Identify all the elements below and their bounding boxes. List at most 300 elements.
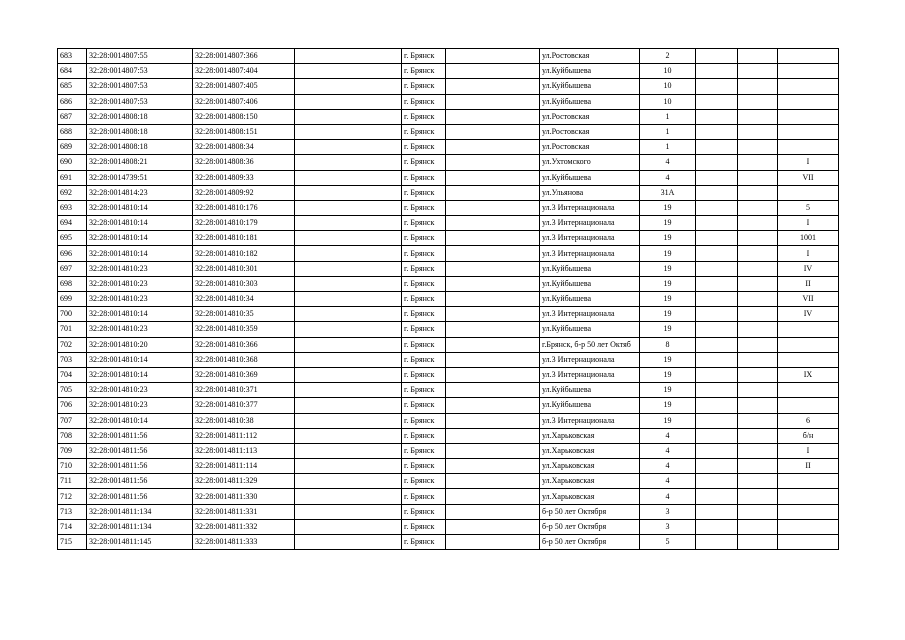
cell-empty-col-1 [295, 428, 402, 443]
cell-empty-col-2 [446, 140, 540, 155]
cell-premise-number [778, 489, 839, 504]
cell-city: г. Брянск [402, 155, 446, 170]
cell-parcel-number: 32:28:0014811:145 [87, 535, 193, 550]
cell-empty-col-2 [446, 459, 540, 474]
cell-row-number: 700 [58, 307, 87, 322]
cell-row-number: 698 [58, 276, 87, 291]
cell-premise-number: 5 [778, 200, 839, 215]
cell-parcel-number: 32:28:0014810:23 [87, 292, 193, 307]
cell-city: г. Брянск [402, 459, 446, 474]
cell-address: ул.Ростовская [540, 124, 640, 139]
table-row [58, 49, 839, 64]
table-row [58, 459, 839, 474]
cell-city: г. Брянск [402, 352, 446, 367]
cell-empty-col-3 [696, 535, 738, 550]
cell-address: ул.Харьковская [540, 443, 640, 458]
cell-house-number: 4 [640, 155, 696, 170]
cell-empty-col-2 [446, 535, 540, 550]
cell-empty-col-2 [446, 322, 540, 337]
cell-empty-col-3 [696, 383, 738, 398]
cell-empty-col-2 [446, 216, 540, 231]
table-row [58, 109, 839, 124]
cell-parcel-number: 32:28:0014810:14 [87, 413, 193, 428]
table-row [58, 413, 839, 428]
cell-house-number: 2 [640, 49, 696, 64]
table-row [58, 64, 839, 79]
cell-empty-col-1 [295, 276, 402, 291]
cell-object-number: 32:28:0014808:34 [193, 140, 295, 155]
cell-row-number: 690 [58, 155, 87, 170]
cell-empty-col-1 [295, 261, 402, 276]
cell-object-number: 32:28:0014807:404 [193, 64, 295, 79]
cell-row-number: 689 [58, 140, 87, 155]
cell-empty-col-1 [295, 535, 402, 550]
table-body [58, 49, 839, 550]
cell-object-number: 32:28:0014810:368 [193, 352, 295, 367]
cell-empty-col-4 [738, 64, 778, 79]
cell-house-number: 19 [640, 413, 696, 428]
table-row [58, 155, 839, 170]
cell-empty-col-1 [295, 216, 402, 231]
cell-empty-col-3 [696, 337, 738, 352]
cell-premise-number [778, 79, 839, 94]
cell-object-number: 32:28:0014811:333 [193, 535, 295, 550]
cell-empty-col-3 [696, 79, 738, 94]
cell-premise-number [778, 94, 839, 109]
cell-parcel-number: 32:28:0014810:23 [87, 322, 193, 337]
cell-address: ул.3 Интернационала [540, 231, 640, 246]
cell-premise-number: VII [778, 170, 839, 185]
cell-object-number: 32:28:0014807:366 [193, 49, 295, 64]
cell-city: г. Брянск [402, 443, 446, 458]
cell-premise-number: б/н [778, 428, 839, 443]
cell-object-number: 32:28:0014808:150 [193, 109, 295, 124]
cell-parcel-number: 32:28:0014808:21 [87, 155, 193, 170]
cell-house-number: 19 [640, 398, 696, 413]
cell-city: г. Брянск [402, 64, 446, 79]
cell-row-number: 687 [58, 109, 87, 124]
cell-premise-number: IX [778, 367, 839, 382]
cell-address: ул.3 Интернационала [540, 216, 640, 231]
cell-empty-col-1 [295, 49, 402, 64]
cell-house-number: 1 [640, 140, 696, 155]
cell-row-number: 709 [58, 443, 87, 458]
cell-city: г. Брянск [402, 322, 446, 337]
cell-city: г. Брянск [402, 246, 446, 261]
table-row [58, 337, 839, 352]
cell-object-number: 32:28:0014811:329 [193, 474, 295, 489]
cell-row-number: 707 [58, 413, 87, 428]
table-row [58, 216, 839, 231]
cell-house-number: 19 [640, 216, 696, 231]
cell-house-number: 19 [640, 292, 696, 307]
cell-row-number: 706 [58, 398, 87, 413]
cell-empty-col-4 [738, 216, 778, 231]
cell-empty-col-2 [446, 413, 540, 428]
cell-house-number: 4 [640, 428, 696, 443]
cell-empty-col-2 [446, 231, 540, 246]
cell-parcel-number: 32:28:0014810:23 [87, 276, 193, 291]
cell-empty-col-2 [446, 474, 540, 489]
cell-address: ул.Куйбышева [540, 383, 640, 398]
cell-empty-col-3 [696, 94, 738, 109]
cell-parcel-number: 32:28:0014810:23 [87, 261, 193, 276]
cell-address: ул.3 Интернационала [540, 367, 640, 382]
cell-empty-col-4 [738, 428, 778, 443]
cell-empty-col-4 [738, 200, 778, 215]
cell-empty-col-2 [446, 443, 540, 458]
cell-empty-col-1 [295, 109, 402, 124]
cell-premise-number [778, 519, 839, 534]
cell-address: б-р 50 лет Октября [540, 535, 640, 550]
cell-address: ул.Ростовская [540, 49, 640, 64]
table-row [58, 94, 839, 109]
cell-city: г. Брянск [402, 367, 446, 382]
cell-object-number: 32:28:0014807:405 [193, 79, 295, 94]
cell-empty-col-4 [738, 185, 778, 200]
table-row [58, 504, 839, 519]
cell-object-number: 32:28:0014810:34 [193, 292, 295, 307]
cell-address: ул.Ростовская [540, 109, 640, 124]
cell-empty-col-3 [696, 64, 738, 79]
cell-city: г. Брянск [402, 185, 446, 200]
cell-city: г. Брянск [402, 413, 446, 428]
cell-premise-number: II [778, 459, 839, 474]
cell-empty-col-4 [738, 79, 778, 94]
cell-row-number: 704 [58, 367, 87, 382]
cell-empty-col-1 [295, 79, 402, 94]
cell-parcel-number: 32:28:0014810:14 [87, 352, 193, 367]
cell-city: г. Брянск [402, 79, 446, 94]
cell-empty-col-3 [696, 519, 738, 534]
cell-row-number: 714 [58, 519, 87, 534]
cell-address: ул.Харьковская [540, 489, 640, 504]
cell-premise-number: I [778, 246, 839, 261]
document-page [57, 48, 839, 550]
cell-address: ул.Куйбышева [540, 292, 640, 307]
cell-object-number: 32:28:0014810:176 [193, 200, 295, 215]
cell-city: г. Брянск [402, 535, 446, 550]
cell-empty-col-2 [446, 185, 540, 200]
cell-object-number: 32:28:0014810:181 [193, 231, 295, 246]
cell-parcel-number: 32:28:0014811:56 [87, 489, 193, 504]
cell-house-number: 19 [640, 367, 696, 382]
cell-parcel-number: 32:28:0014807:53 [87, 79, 193, 94]
cell-city: г. Брянск [402, 170, 446, 185]
cell-house-number: 19 [640, 307, 696, 322]
cell-empty-col-1 [295, 200, 402, 215]
cell-premise-number [778, 337, 839, 352]
cell-empty-col-4 [738, 367, 778, 382]
cell-city: г. Брянск [402, 124, 446, 139]
cell-address: ул.Куйбышева [540, 322, 640, 337]
cell-empty-col-1 [295, 443, 402, 458]
cell-address: ул.3 Интернационала [540, 200, 640, 215]
cell-row-number: 713 [58, 504, 87, 519]
cell-object-number: 32:28:0014811:331 [193, 504, 295, 519]
cell-premise-number [778, 352, 839, 367]
cell-city: г. Брянск [402, 519, 446, 534]
cell-city: г. Брянск [402, 307, 446, 322]
cell-object-number: 32:28:0014810:301 [193, 261, 295, 276]
cell-empty-col-4 [738, 519, 778, 534]
cell-empty-col-3 [696, 200, 738, 215]
cell-empty-col-2 [446, 276, 540, 291]
cell-empty-col-3 [696, 216, 738, 231]
cell-city: г. Брянск [402, 216, 446, 231]
cell-empty-col-2 [446, 94, 540, 109]
table-row [58, 200, 839, 215]
cell-row-number: 705 [58, 383, 87, 398]
cell-empty-col-4 [738, 109, 778, 124]
cell-empty-col-1 [295, 367, 402, 382]
cell-house-number: 19 [640, 200, 696, 215]
cell-parcel-number: 32:28:0014810:14 [87, 367, 193, 382]
cell-object-number: 32:28:0014810:303 [193, 276, 295, 291]
cell-empty-col-3 [696, 443, 738, 458]
cell-premise-number: I [778, 155, 839, 170]
cell-empty-col-3 [696, 428, 738, 443]
cell-city: г. Брянск [402, 489, 446, 504]
cell-parcel-number: 32:28:0014810:20 [87, 337, 193, 352]
cell-empty-col-4 [738, 292, 778, 307]
cell-parcel-number: 32:28:0014739:51 [87, 170, 193, 185]
cell-premise-number: 6 [778, 413, 839, 428]
cell-empty-col-4 [738, 337, 778, 352]
cell-empty-col-4 [738, 489, 778, 504]
cell-empty-col-2 [446, 504, 540, 519]
cell-premise-number [778, 140, 839, 155]
cell-row-number: 684 [58, 64, 87, 79]
cell-row-number: 696 [58, 246, 87, 261]
cell-house-number: 4 [640, 443, 696, 458]
cell-premise-number [778, 535, 839, 550]
cell-premise-number [778, 64, 839, 79]
cell-empty-col-4 [738, 94, 778, 109]
table-row [58, 246, 839, 261]
cell-object-number: 32:28:0014809:92 [193, 185, 295, 200]
cell-row-number: 697 [58, 261, 87, 276]
table-row [58, 489, 839, 504]
table-row [58, 292, 839, 307]
cell-empty-col-3 [696, 140, 738, 155]
cell-parcel-number: 32:28:0014807:55 [87, 49, 193, 64]
cell-empty-col-3 [696, 292, 738, 307]
cell-empty-col-4 [738, 124, 778, 139]
cell-parcel-number: 32:28:0014811:56 [87, 459, 193, 474]
cell-empty-col-3 [696, 352, 738, 367]
cell-empty-col-2 [446, 367, 540, 382]
table-row [58, 261, 839, 276]
cell-premise-number [778, 474, 839, 489]
cadastral-table [57, 48, 839, 550]
cell-empty-col-1 [295, 474, 402, 489]
cell-premise-number [778, 322, 839, 337]
cell-row-number: 708 [58, 428, 87, 443]
cell-empty-col-3 [696, 231, 738, 246]
cell-address: ул.Куйбышева [540, 94, 640, 109]
cell-empty-col-2 [446, 383, 540, 398]
cell-city: г. Брянск [402, 428, 446, 443]
cell-address: ул.Куйбышева [540, 64, 640, 79]
cell-city: г. Брянск [402, 231, 446, 246]
cell-house-number: 19 [640, 246, 696, 261]
cell-premise-number [778, 185, 839, 200]
cell-parcel-number: 32:28:0014810:14 [87, 200, 193, 215]
cell-empty-col-2 [446, 337, 540, 352]
cell-empty-col-3 [696, 170, 738, 185]
cell-city: г. Брянск [402, 398, 446, 413]
cell-house-number: 19 [640, 383, 696, 398]
cell-parcel-number: 32:28:0014811:134 [87, 519, 193, 534]
cell-premise-number [778, 383, 839, 398]
cell-city: г. Брянск [402, 504, 446, 519]
cell-row-number: 692 [58, 185, 87, 200]
cell-empty-col-2 [446, 352, 540, 367]
table-row [58, 231, 839, 246]
cell-city: г. Брянск [402, 337, 446, 352]
cell-parcel-number: 32:28:0014808:18 [87, 109, 193, 124]
cell-parcel-number: 32:28:0014808:18 [87, 140, 193, 155]
table-row [58, 79, 839, 94]
cell-house-number: 10 [640, 64, 696, 79]
cell-empty-col-1 [295, 489, 402, 504]
cell-object-number: 32:28:0014810:35 [193, 307, 295, 322]
cell-parcel-number: 32:28:0014811:134 [87, 504, 193, 519]
cell-parcel-number: 32:28:0014807:53 [87, 94, 193, 109]
cell-empty-col-3 [696, 261, 738, 276]
cell-house-number: 19 [640, 352, 696, 367]
cell-object-number: 32:28:0014808:151 [193, 124, 295, 139]
cell-parcel-number: 32:28:0014810:23 [87, 383, 193, 398]
cell-house-number: 8 [640, 337, 696, 352]
cell-row-number: 695 [58, 231, 87, 246]
cell-empty-col-2 [446, 398, 540, 413]
cell-object-number: 32:28:0014810:182 [193, 246, 295, 261]
table-row [58, 276, 839, 291]
cell-row-number: 685 [58, 79, 87, 94]
table-row [58, 474, 839, 489]
cell-house-number: 3 [640, 519, 696, 534]
cell-row-number: 701 [58, 322, 87, 337]
cell-object-number: 32:28:0014807:406 [193, 94, 295, 109]
cell-city: г. Брянск [402, 49, 446, 64]
cell-house-number: 4 [640, 170, 696, 185]
cell-row-number: 711 [58, 474, 87, 489]
cell-empty-col-3 [696, 367, 738, 382]
cell-empty-col-4 [738, 443, 778, 458]
cell-empty-col-1 [295, 246, 402, 261]
cell-empty-col-4 [738, 413, 778, 428]
cell-city: г. Брянск [402, 200, 446, 215]
cell-premise-number: II [778, 276, 839, 291]
cell-empty-col-2 [446, 519, 540, 534]
cell-parcel-number: 32:28:0014811:56 [87, 443, 193, 458]
cell-address: ул.3 Интернационала [540, 307, 640, 322]
cell-address: ул.Куйбышева [540, 261, 640, 276]
cell-empty-col-3 [696, 246, 738, 261]
cell-row-number: 712 [58, 489, 87, 504]
cell-premise-number: IV [778, 307, 839, 322]
cell-city: г. Брянск [402, 474, 446, 489]
cell-empty-col-4 [738, 504, 778, 519]
cell-object-number: 32:28:0014811:113 [193, 443, 295, 458]
cell-empty-col-4 [738, 155, 778, 170]
cell-house-number: 5 [640, 535, 696, 550]
cell-premise-number [778, 109, 839, 124]
table-row [58, 124, 839, 139]
cell-empty-col-2 [446, 109, 540, 124]
cell-house-number: 1 [640, 124, 696, 139]
cell-address: ул.Ростовская [540, 140, 640, 155]
cell-premise-number: IV [778, 261, 839, 276]
cell-parcel-number: 32:28:0014810:14 [87, 231, 193, 246]
table-row [58, 383, 839, 398]
cell-row-number: 688 [58, 124, 87, 139]
cell-row-number: 693 [58, 200, 87, 215]
cell-house-number: 31А [640, 185, 696, 200]
cell-address: ул.Ухтомского [540, 155, 640, 170]
cell-house-number: 19 [640, 231, 696, 246]
cell-empty-col-1 [295, 519, 402, 534]
cell-object-number: 32:28:0014810:371 [193, 383, 295, 398]
cell-premise-number: VII [778, 292, 839, 307]
cell-object-number: 32:28:0014811:112 [193, 428, 295, 443]
cell-object-number: 32:28:0014811:330 [193, 489, 295, 504]
cell-row-number: 686 [58, 94, 87, 109]
cell-empty-col-3 [696, 124, 738, 139]
cell-address: ул.3 Интернационала [540, 246, 640, 261]
cell-empty-col-3 [696, 459, 738, 474]
cell-address: ул.Харьковская [540, 474, 640, 489]
table-row [58, 519, 839, 534]
cell-parcel-number: 32:28:0014810:14 [87, 216, 193, 231]
cell-parcel-number: 32:28:0014811:56 [87, 474, 193, 489]
cell-empty-col-4 [738, 307, 778, 322]
cell-house-number: 1 [640, 109, 696, 124]
cell-empty-col-4 [738, 49, 778, 64]
cell-address: ул.3 Интернационала [540, 413, 640, 428]
cell-parcel-number: 32:28:0014808:18 [87, 124, 193, 139]
cell-row-number: 694 [58, 216, 87, 231]
cell-row-number: 710 [58, 459, 87, 474]
cell-empty-col-4 [738, 459, 778, 474]
cell-empty-col-4 [738, 276, 778, 291]
cell-house-number: 3 [640, 504, 696, 519]
cell-house-number: 10 [640, 94, 696, 109]
cell-city: г. Брянск [402, 383, 446, 398]
cell-row-number: 715 [58, 535, 87, 550]
cell-address: ул.Куйбышева [540, 276, 640, 291]
cell-parcel-number: 32:28:0014807:53 [87, 64, 193, 79]
cell-city: г. Брянск [402, 276, 446, 291]
cell-empty-col-2 [446, 246, 540, 261]
cell-row-number: 699 [58, 292, 87, 307]
table-row [58, 170, 839, 185]
cell-row-number: 683 [58, 49, 87, 64]
cell-empty-col-2 [446, 261, 540, 276]
cell-empty-col-3 [696, 307, 738, 322]
cell-city: г. Брянск [402, 140, 446, 155]
cell-empty-col-1 [295, 170, 402, 185]
cell-house-number: 19 [640, 322, 696, 337]
cell-empty-col-1 [295, 383, 402, 398]
cell-empty-col-1 [295, 322, 402, 337]
table-row [58, 185, 839, 200]
cell-empty-col-1 [295, 155, 402, 170]
cell-house-number: 19 [640, 276, 696, 291]
cell-empty-col-3 [696, 504, 738, 519]
